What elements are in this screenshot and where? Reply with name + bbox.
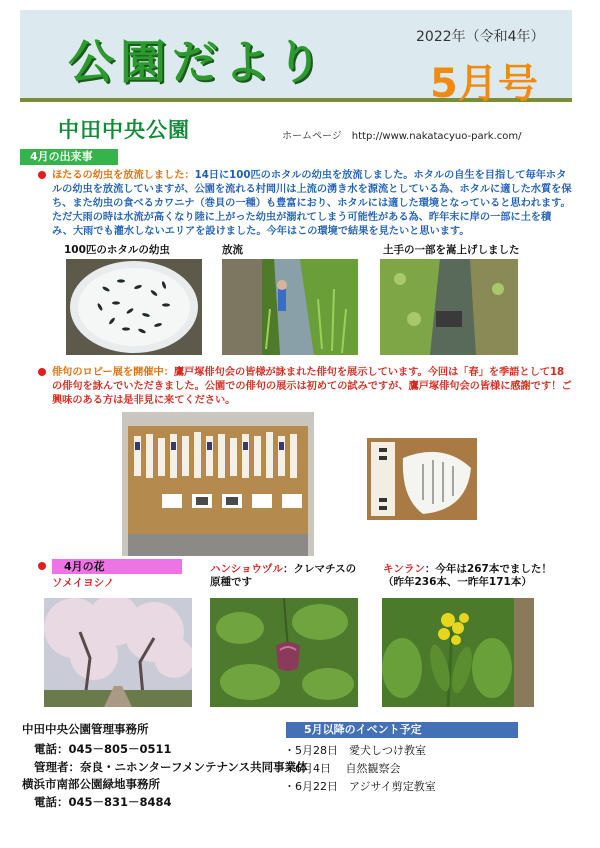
flower-desc-hanshozuru: ：クレマチスの原種です	[210, 563, 357, 588]
bullet-icon	[38, 171, 46, 179]
flower-name-someiyoshino: ソメイヨシノ	[52, 577, 115, 589]
haiku-board-photo	[122, 412, 314, 556]
bullet-icon	[38, 368, 46, 376]
flower-name-kinran: キンラン	[383, 563, 425, 575]
firefly-lead: ほたるの幼虫を放流しました：	[52, 170, 195, 181]
kinran-photo	[382, 598, 534, 707]
flower-caption-hanshozuru	[210, 563, 360, 589]
firefly-paragraph	[52, 169, 572, 239]
flower-desc-kinran: ：今年は267本でました！（昨年236本、一昨年171本）	[383, 563, 552, 588]
office-name: 中田中央公園管理事務所	[22, 722, 149, 736]
haiku-card-photo	[367, 438, 477, 520]
event-item: ・6月4日 自然観察会	[284, 762, 401, 775]
haiku-body: 鷹戸塚俳句会の皆様が詠まれた俳句を展示しています。今回は「春」を季語として18の俳句を詠んでいただきました。公園での俳句の展示は初めての試みですが、鷹戸塚俳句会の皆様に感謝です！ご興味のある方は是非見に来てください。	[52, 367, 572, 406]
bullet-icon	[38, 562, 46, 570]
bank-photo	[380, 259, 518, 355]
event-item: ・5月28日 愛犬しつけ教室	[284, 744, 426, 757]
release-photo	[222, 259, 358, 355]
office-manager: 管理者：奈良・ニホンターフメンテナンス共同事業体	[34, 760, 308, 774]
larvae-photo	[66, 259, 202, 355]
hanshozuru-photo	[210, 598, 358, 707]
firefly-body: 14日に100匹のホタルの幼虫を放流しました。ホタルの自生を目指して毎年ホタルの幼虫を放流していますが、公園を流れる村岡川は上流の湧き水を源流としている為、ホタルに適した水質を保ち、また幼虫の食べるカワニナ（巻貝の一種）も豊富におり、ホタルには適した環境となっていると思われます。ただ大雨の時は水流が高くなり陸に上がった幼虫が溺れてしまう可能性がある為、昨年末に岸の一部に土を積み、大雨でも灌水しないエリアを設けました。今年はこの環境で結果を見たいと思います。	[52, 170, 572, 237]
park-name: 中田中央公園	[58, 118, 190, 142]
flower-name-hanshozuru: ハンショウヅル	[210, 563, 284, 575]
homepage-link[interactable]: ホームページ http://www.nakatacyuo-park.com/	[282, 131, 522, 142]
events-heading: 5月以降のイベント予定	[286, 722, 518, 738]
caption-bank: 土手の一部を嵩上げしました	[383, 244, 520, 256]
page-title: 公園だより	[68, 35, 328, 89]
section-tag-april-flowers: 4月の花	[52, 559, 182, 574]
flower-caption-kinran	[383, 563, 563, 589]
event-item: ・6月22日 アジサイ剪定教室	[284, 780, 436, 793]
haiku-lead: 俳句のロビー展を開催中：	[52, 367, 174, 378]
haiku-paragraph	[52, 366, 572, 408]
cherry-blossom-photo	[44, 598, 192, 707]
office-tel: 電話：045－805－0511	[34, 742, 172, 756]
caption-larvae: 100匹のホタルの幼虫	[64, 244, 170, 256]
issue-year: 2022年（令和4年）	[416, 29, 545, 45]
issue-number: 5月号	[430, 61, 538, 107]
city-office-tel: 電話：045－831－8484	[34, 795, 172, 809]
caption-release: 放流	[222, 244, 243, 256]
section-tag-april-events: 4月の出来事	[20, 149, 118, 165]
city-office-name: 横浜市南部公園緑地事務所	[22, 777, 160, 791]
